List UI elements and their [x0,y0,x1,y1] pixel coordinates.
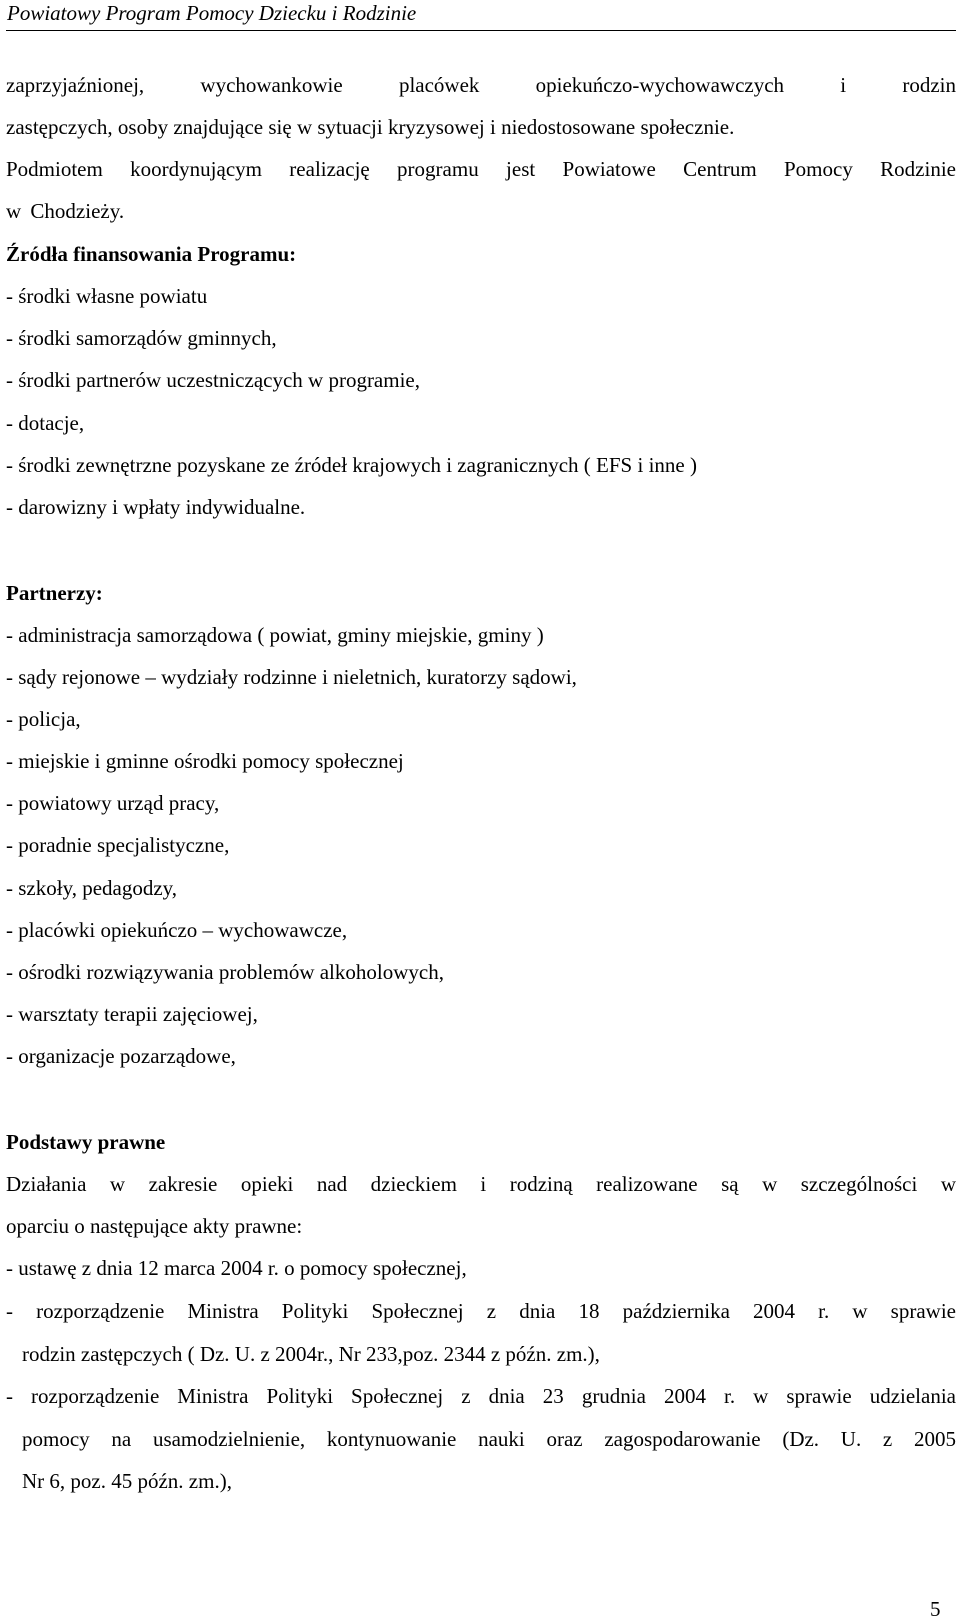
header-divider [6,30,956,31]
funding-item: - środki zewnętrzne pozyskane ze źródeł krajowych i zagranicznych ( EFS i inne ) [6,453,697,477]
funding-item: - środki samorządów gminnych, [6,326,277,350]
legal-intro-line: oparciu o następujące akty prawne: [6,1214,303,1238]
partner-item: - administracja samorządowa ( powiat, gminy miejskie, gminy ) [6,623,544,647]
legal-act-line: pomocy na usamodzielnienie, kontynuowanie nauki oraz zagospodarowanie (Dz. U. z 2005 [22,1427,956,1451]
funding-item: - darowizny i wpłaty indywidualne. [6,495,306,519]
partners-heading: Partnerzy: [6,581,103,605]
page-number: 5 [930,1597,941,1621]
partner-item: - powiatowy urząd pracy, [6,791,220,815]
funding-item: - środki własne powiatu [6,284,208,308]
partner-item: - sądy rejonowe – wydziały rodzinne i nieletnich, kuratorzy sądowi, [6,665,577,689]
legal-act-line: - rozporządzenie Ministra Polityki Społecznej z dnia 18 października 2004 r. w sprawie [6,1299,956,1323]
partner-item: - poradnie specjalistyczne, [6,833,230,857]
partner-item: - placówki opiekuńczo – wychowawcze, [6,918,348,942]
legal-act-line: - rozporządzenie Ministra Polityki Społecznej z dnia 23 grudnia 2004 r. w sprawie udzielania [6,1384,956,1408]
partner-item: - policja, [6,707,81,731]
legal-intro-line: Działania w zakresie opieki nad dzieckiem i rodziną realizowane są w szczególności w [6,1172,956,1196]
funding-heading: Źródła finansowania Programu: [6,242,297,266]
intro-line: zastępczych, osoby znajdujące się w sytuacji kryzysowej i niedostosowane społecznie. [6,115,735,139]
intro-line: w Chodzieży. [6,199,125,223]
funding-item: - środki partnerów uczestniczących w programie, [6,368,420,392]
partner-item: - organizacje pozarządowe, [6,1044,236,1068]
legal-act-line: - ustawę z dnia 12 marca 2004 r. o pomocy społecznej, [6,1256,467,1280]
partner-item: - miejskie i gminne ośrodki pomocy społecznej [6,749,404,773]
legal-heading: Podstawy prawne [6,1130,166,1154]
intro-line: Podmiotem koordynującym realizację programu jest Powiatowe Centrum Pomocy Rodzinie [6,157,956,181]
intro-line: zaprzyjaźnionej, wychowankowie placówek opiekuńczo-wychowawczych i rodzin [6,73,956,97]
partner-item: - szkoły, pedagodzy, [6,876,178,900]
page-header-title: Powiatowy Program Pomocy Dziecku i Rodzinie [7,1,417,25]
partner-item: - warsztaty terapii zajęciowej, [6,1002,258,1026]
legal-act-line: rodzin zastępczych ( Dz. U. z 2004r., Nr 233,poz. 2344 z późn. zm.), [22,1342,600,1366]
partner-item: - ośrodki rozwiązywania problemów alkoholowych, [6,960,444,984]
funding-item: - dotacje, [6,411,85,435]
legal-act-line: Nr 6, poz. 45 późn. zm.), [22,1469,232,1493]
